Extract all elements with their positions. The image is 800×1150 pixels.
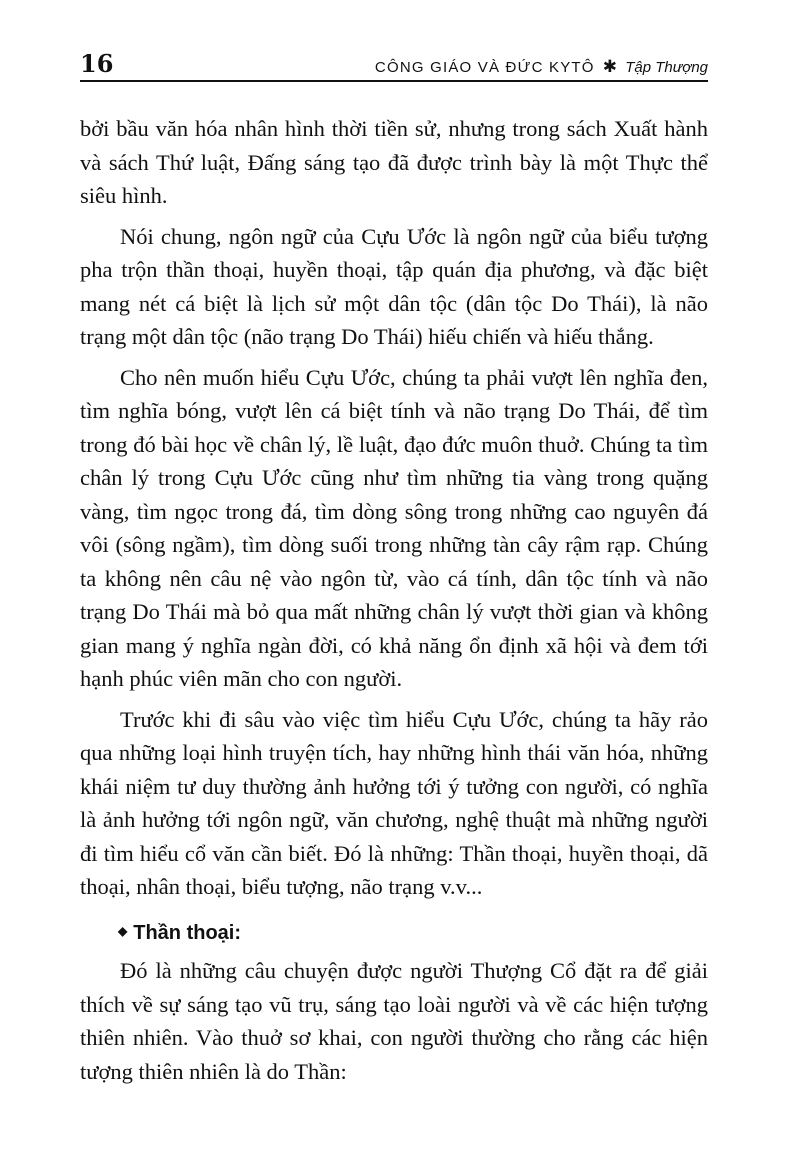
running-title: CÔNG GIÁO VÀ ĐỨC KYTÔ — [374, 59, 595, 76]
paragraph: Cho nên muốn hiểu Cựu Ước, chúng ta phải vượt lên nghĩa đen, tìm nghĩa bóng, vượt lên cá biệt tính và não trạng Do Thái, để tìm trong đó bài học về chân lý, lề luật, đạo đức muôn thuở. Chúng ta tìm chân lý trong Cựu Ước cũng như tìm những tia vàng trong quặng vàng, tìm ngọc trong đá, tìm dòng sông trong những cao nguyên đá vôi (sông ngầm), tìm dòng suối trong những tàn cây rậm rạp. Chúng ta không nên câu nệ vào ngôn từ, vào cá tính, dân tộc tính và não trạng Do Thái mà bỏ qua mất những chân lý vượt thời gian và không gian mang ý nghĩa ngàn đời, có khả năng ổn định xã hội và đem tới hạnh phúc viên mãn cho con người. — [80, 364, 708, 691]
header-divider — [80, 80, 708, 82]
paragraph-continued: bởi bầu văn hóa nhân hình thời tiền sử, nhưng trong sách Xuất hành và sách Thứ luật, Đấng sáng tạo đã được trình bày là một Thực thể siêu hình. — [80, 116, 708, 208]
section-heading — [118, 918, 708, 949]
running-head — [375, 57, 708, 78]
page-header — [80, 48, 708, 84]
asterisk-ornament-icon: ✱ — [602, 57, 618, 77]
section-paragraph: Đó là những câu chuyện được người Thượng Cổ đặt ra để giải thích về sự sáng tạo vũ trụ, sáng tạo loài người và về các hiện tượng thiên nhiên. Vào thuở sơ khai, con người thường cho rằng các hiện tượng thiên nhiên là do Thần: — [80, 958, 708, 1084]
diamond-bullet-icon: ◆ — [118, 924, 128, 939]
page-body — [80, 112, 708, 1095]
running-subtitle: Tập Thượng — [625, 59, 708, 76]
paragraph: Nói chung, ngôn ngữ của Cựu Ước là ngôn ngữ của biểu tượng pha trộn thần thoại, huyền thoại, tập quán địa phương, và đặc biệt mang nét cá biệt là lịch sử một dân tộc (dân tộc Do Thái), là não trạng một dân tộc (não trạng Do Thái) hiếu chiến và hiếu thắng. — [80, 223, 708, 349]
page-number: 16 — [80, 49, 114, 78]
paragraph: Trước khi đi sâu vào việc tìm hiểu Cựu Ước, chúng ta hãy rảo qua những loại hình truyện tích, hay những hình thái văn hóa, những khái niệm tư duy thường ảnh hưởng tới ý tưởng con người, có nghĩa là ảnh hưởng tới ngôn ngữ, văn chương, nghệ thuật mà những người đi tìm hiểu cổ văn cần biết. Đó là những: Thần thoại, huyền thoại, dã thoại, nhân thoại, biểu tượng, não trạng v.v... — [80, 706, 708, 899]
section-heading-text: Thần thoại: — [133, 921, 241, 944]
